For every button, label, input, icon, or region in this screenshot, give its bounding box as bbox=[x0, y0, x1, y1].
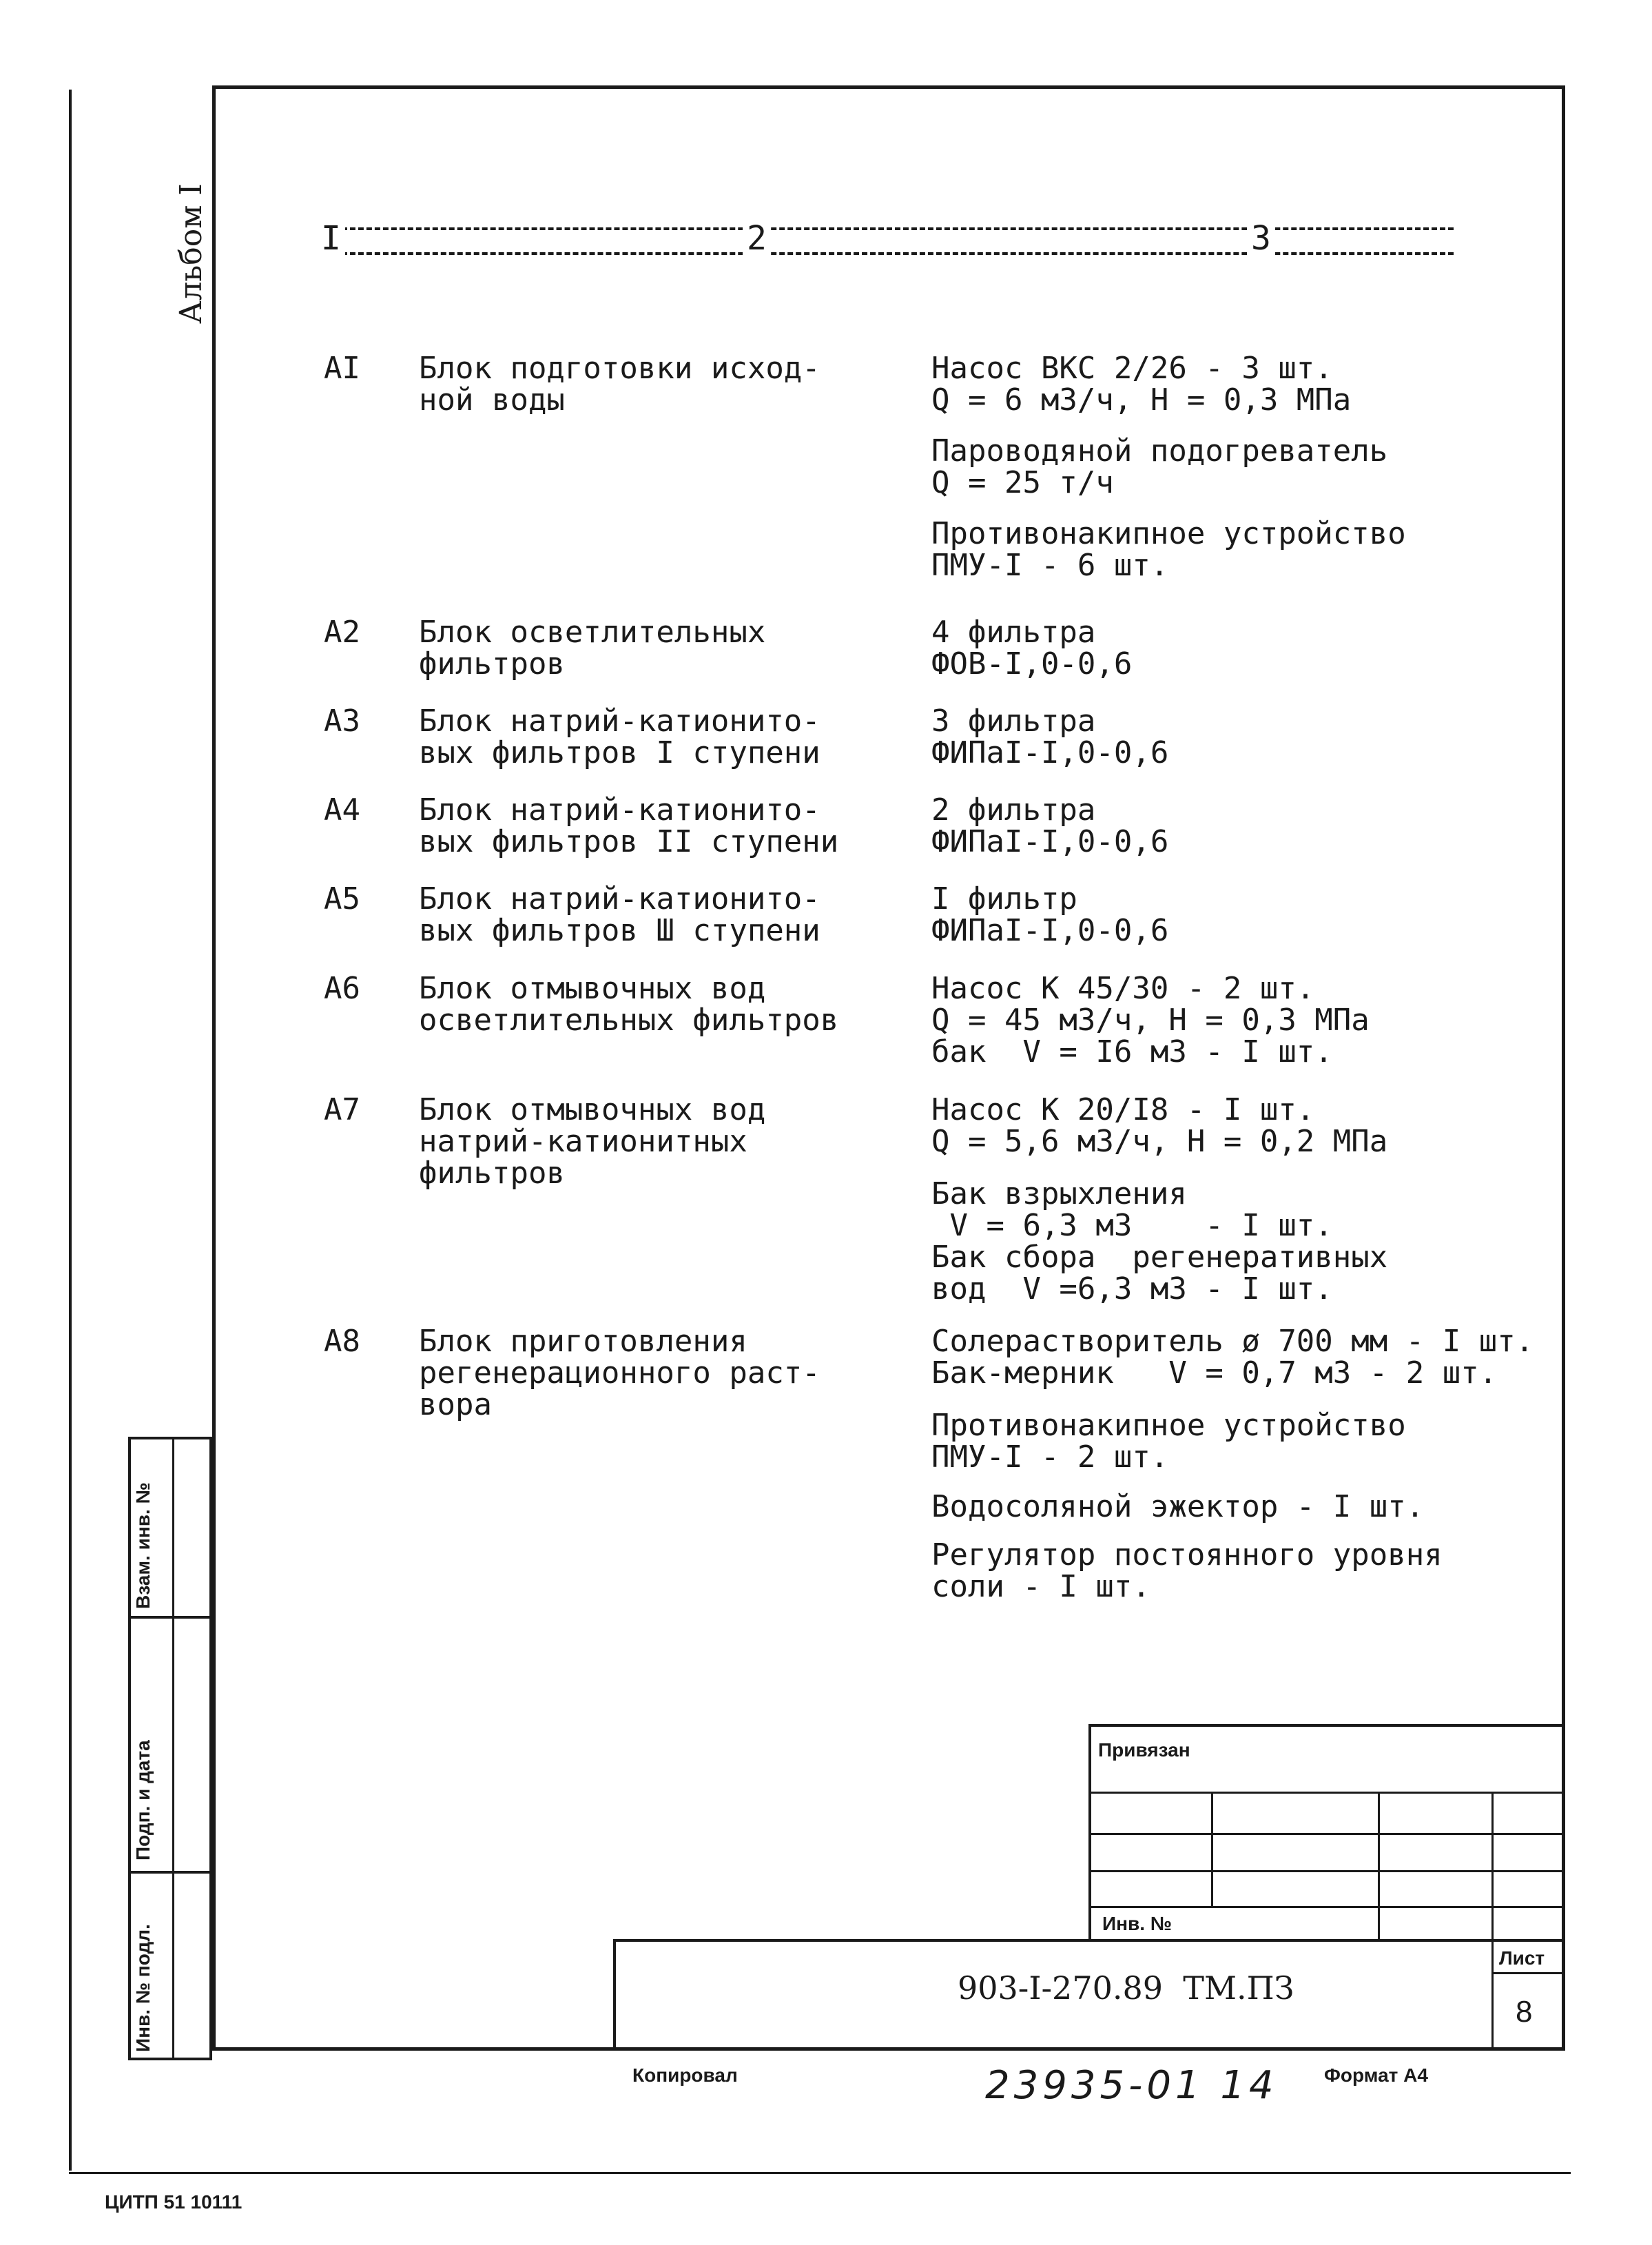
stamp-grid-line bbox=[1088, 1792, 1565, 1794]
item-name-line: Блок отмывочных вод bbox=[419, 1092, 766, 1127]
item-equipment-line: ФИПаI-I,0-0,6 bbox=[931, 735, 1169, 770]
item-equipment-line: Q = 45 м3/ч, Н = 0,3 МПа bbox=[931, 1003, 1370, 1038]
stamp-grid-line bbox=[1088, 1870, 1565, 1872]
item-name-line: ной воды bbox=[419, 382, 565, 418]
item-code: A2 bbox=[324, 615, 360, 650]
item-equipment-line: Регулятор постоянного уровня bbox=[931, 1537, 1443, 1572]
item-name-line: Блок натрий-катионито- bbox=[419, 881, 820, 916]
item-name-line: вора bbox=[419, 1387, 492, 1422]
handwritten-inventory-number: 23935-01 14 bbox=[985, 2063, 1278, 2108]
item-code: A4 bbox=[324, 792, 360, 828]
side-label-podp: Подп. и дата bbox=[132, 1740, 154, 1860]
side-label-inv: Инв. № подл. bbox=[132, 1924, 154, 2052]
column-number-2: 2 bbox=[743, 219, 771, 258]
column-number-3: 3 bbox=[1247, 219, 1275, 258]
privyazan-label: Привязан bbox=[1098, 1739, 1190, 1761]
side-label-vzam: Взам. инв. № bbox=[132, 1482, 154, 1609]
item-equipment-line: Противонакипное устройство bbox=[931, 516, 1406, 551]
item-equipment-line: вод V =6,3 м3 - I шт. bbox=[931, 1271, 1333, 1306]
item-name-line: фильтров bbox=[419, 646, 565, 681]
item-equipment-line: ПМУ-I - 2 шт. bbox=[931, 1439, 1169, 1475]
item-equipment-line: Насос ВКС 2/26 - 3 шт. bbox=[931, 351, 1333, 386]
item-name-line: Блок приготовления bbox=[419, 1324, 747, 1359]
item-code: A8 bbox=[324, 1324, 360, 1359]
item-name-line: Блок натрий-катионито- bbox=[419, 704, 820, 739]
item-code: A6 bbox=[324, 971, 360, 1006]
item-equipment-line: Бак-мерник V = 0,7 м3 - 2 шт. bbox=[931, 1355, 1498, 1391]
item-code: A7 bbox=[324, 1092, 360, 1127]
item-name-line: вых фильтров Ш ступени bbox=[419, 913, 820, 948]
stamp-grid-line bbox=[1491, 1792, 1494, 1942]
item-equipment-line: Бак сбора регенеративных bbox=[931, 1240, 1388, 1275]
sheet-label-divider bbox=[1491, 1972, 1565, 1974]
outer-left-rule bbox=[69, 90, 72, 2171]
stamp-grid-line bbox=[1211, 1792, 1213, 1906]
item-equipment-line: Противонакипное устройство bbox=[931, 1408, 1406, 1443]
item-equipment-line: Бак взрыхления bbox=[931, 1176, 1187, 1211]
item-equipment-line: 4 фильтра bbox=[931, 615, 1096, 650]
column-dash-line-1 bbox=[317, 227, 1454, 230]
kopiroval-label: Копировал bbox=[632, 2064, 738, 2086]
item-equipment-line: бак V = I6 м3 - I шт. bbox=[931, 1034, 1333, 1069]
item-code: AI bbox=[324, 351, 360, 386]
item-equipment-line: ФИПаI-I,0-0,6 bbox=[931, 913, 1169, 948]
item-name-line: регенерационного раст- bbox=[419, 1355, 820, 1391]
column-number-1: I bbox=[317, 219, 345, 258]
item-name-line: Блок натрий-катионито- bbox=[419, 792, 820, 828]
document-code: 903-I-270.89 ТМ.ПЗ bbox=[958, 1969, 1294, 2007]
item-name-line: натрий-катионитных bbox=[419, 1124, 747, 1159]
item-equipment-line: Насос К 45/30 - 2 шт. bbox=[931, 971, 1315, 1006]
item-equipment-line: Водосоляной эжектор - I шт. bbox=[931, 1489, 1425, 1524]
format-label: Формат А4 bbox=[1324, 2064, 1428, 2086]
item-equipment-line: Q = 25 т/ч bbox=[931, 465, 1114, 500]
bottom-rule bbox=[69, 2172, 1571, 2174]
item-name-line: вых фильтров II ступени bbox=[419, 824, 839, 859]
item-name-line: Блок подготовки исход- bbox=[419, 351, 820, 386]
column-dash-line-2 bbox=[317, 252, 1454, 255]
item-equipment-line: 3 фильтра bbox=[931, 704, 1096, 739]
stamp-grid-line bbox=[1378, 1792, 1380, 1942]
stamp-grid-line bbox=[1088, 1833, 1565, 1835]
item-name-line: Блок осветлительных bbox=[419, 615, 766, 650]
stamp-grid-line bbox=[1088, 1906, 1565, 1908]
item-equipment-line: Q = 6 м3/ч, Н = 0,3 МПа bbox=[931, 382, 1352, 418]
item-equipment-line: I фильтр bbox=[931, 881, 1077, 916]
item-code: A5 bbox=[324, 881, 360, 916]
item-equipment-line: V = 6,3 м3 - I шт. bbox=[931, 1208, 1333, 1243]
item-equipment-line: ПМУ-I - 6 шт. bbox=[931, 548, 1169, 583]
item-equipment-line: 2 фильтра bbox=[931, 792, 1096, 828]
item-code: A3 bbox=[324, 704, 360, 739]
side-strip-divider bbox=[172, 1439, 174, 2058]
item-equipment-line: Пароводяной подогреватель bbox=[931, 433, 1388, 469]
sheet-number: 8 bbox=[1516, 1995, 1533, 2029]
item-name-line: осветлительных фильтров bbox=[419, 1003, 839, 1038]
sheet-label: Лист bbox=[1499, 1947, 1545, 1969]
inv-no-label: Инв. № bbox=[1102, 1913, 1173, 1934]
item-equipment-line: Солерастворитель ø 700 мм - I шт. bbox=[931, 1324, 1534, 1359]
title-block-divider bbox=[1491, 1939, 1494, 2051]
item-name-line: фильтров bbox=[419, 1156, 565, 1191]
item-name-line: вых фильтров I ступени bbox=[419, 735, 820, 770]
item-equipment-line: соли - I шт. bbox=[931, 1569, 1150, 1604]
item-equipment-line: Насос К 20/I8 - I шт. bbox=[931, 1092, 1315, 1127]
item-equipment-line: Q = 5,6 м3/ч, Н = 0,2 МПа bbox=[931, 1124, 1388, 1159]
item-equipment-line: ФИПаI-I,0-0,6 bbox=[931, 824, 1169, 859]
tsitp-label: ЦИТП 51 10111 bbox=[105, 2191, 242, 2213]
item-name-line: Блок отмывочных вод bbox=[419, 971, 766, 1006]
item-equipment-line: ФОВ-I,0-0,6 bbox=[931, 646, 1133, 681]
album-label: Альбом I bbox=[174, 183, 209, 324]
